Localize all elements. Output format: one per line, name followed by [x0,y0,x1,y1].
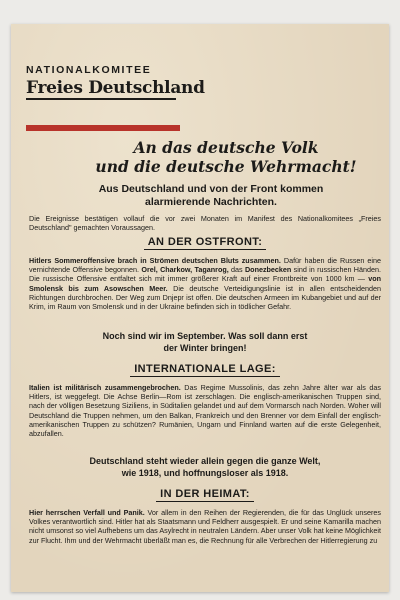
leaflet-paper [11,24,389,592]
section-title-ostfront-text: AN DER OSTFRONT: [144,236,267,250]
subheadline-line-2: alarmierende Nachrichten. [145,196,277,208]
international-closing-line-2: wie 1918, und hoffnungsloser als 1918. [121,468,289,478]
subheadline-line-1: Aus Deutschland und von der Front kommen [98,183,324,195]
section-title-ostfront [11,236,389,248]
international-paragraph [29,383,381,438]
ostfront-paragraph [29,256,381,311]
organization-name: NATIONALKOMITEE [26,64,152,76]
logo-underline [26,98,176,100]
headline-line-2: und die deutsche Wehrmacht! [95,157,357,176]
ostfront-closing-line-1: Noch sind wir im September. Was soll dann erst [102,331,308,341]
newspaper-logo: Freies Deutschland [26,78,205,98]
ostfront-text-2: das [228,265,245,275]
heimat-paragraph [29,508,381,545]
ostfront-text-4: Die deutsche Verteidigungslinie ist in allen entscheidenden Richtungen durchbrochen. Der Weg zum Dnjepr ist offen. Die deutschen Armeen im Kubangebiet und auf der Krim, im Raum von Smolensk und in der Ukraine befinden sich in tödlicher Gefahr. [29,283,382,312]
ostfront-cities: Orel, Charkow, Taganrog, [141,265,229,275]
ostfront-lead: Hitlers Sommeroffensive brach in Strömen deutschen Bluts zusammen. [29,256,281,265]
international-lead: Italien ist militärisch zusammengebrochen. [29,383,181,392]
section-title-heimat-text: IN DER HEIMAT: [156,488,254,502]
ostfront-text-3: sind in russischen Händen. Die russische Offensive entfaltet sich mit immer größerer Kraft auf einer Frontbreite von 1000 km — [29,265,381,284]
ostfront-donez: Donezbecken [244,265,292,275]
international-text: Das Regime Mussolinis, das zehn Jahre älter war als das Hitlers, ist weggefegt. Die Achse Berlin—Rom ist zerschlagen. Die englisch-amerikanischen Truppen sind, nach der völligen Besetzung Siziliens, in Süditalien gelandet und auf dem Vormarsch nach Norden. Woher will Deutschland die Truppen nehmen, um den Balkan, Frankreich und den Brenner vor dem Einfall der englisch-amerikanischen Truppen zu schützen? Rumänien, Ungarn und Finnland warten auf die erste Gelegenheit, abzufallen. [29,383,381,439]
ostfront-text-1: Dafür haben die Russen eine vernichtende Offensive begonnen. [29,256,381,275]
section-title-international [11,363,389,375]
section-title-international-text: INTERNATIONALE LAGE: [130,363,280,377]
section-title-heimat [11,488,389,500]
headline-line-1: An das deutsche Volk [133,138,319,157]
ostfront-closing-line-2: der Winter bringen! [163,343,247,353]
international-closing-line-1: Deutschland steht wieder allein gegen die ganze Welt, [89,456,321,466]
intro-paragraph: Die Ereignisse bestätigen vollauf die vor zwei Monaten im Manifest des Nationalkomitees „Freies Deutschland" gemachten Voraussagen. [29,214,381,233]
heimat-lead: Hier herrschen Verfall und Panik. [29,508,145,517]
heimat-text: Vor allem in den Reihen der Regierenden, die für das Unglück unseres Volkes verantwortlich sind. Hitler hat als Staatsmann und Feldherr ausgespielt. Er und seine Kamarilla machen nicht umsonst so viel Aufhebens um das Asylrecht in neutralen Ländern. Aber unser Volk hat keine Möglichkeit zur Flucht. Ihm und der Wehrmacht überläßt man es, die Rechnung für alle Verbrechen der Hitlerregierung zu [29,508,381,545]
ostfront-range: von Smolensk bis zum Asowschen Meer. [29,274,381,293]
red-accent-bar [26,125,180,131]
